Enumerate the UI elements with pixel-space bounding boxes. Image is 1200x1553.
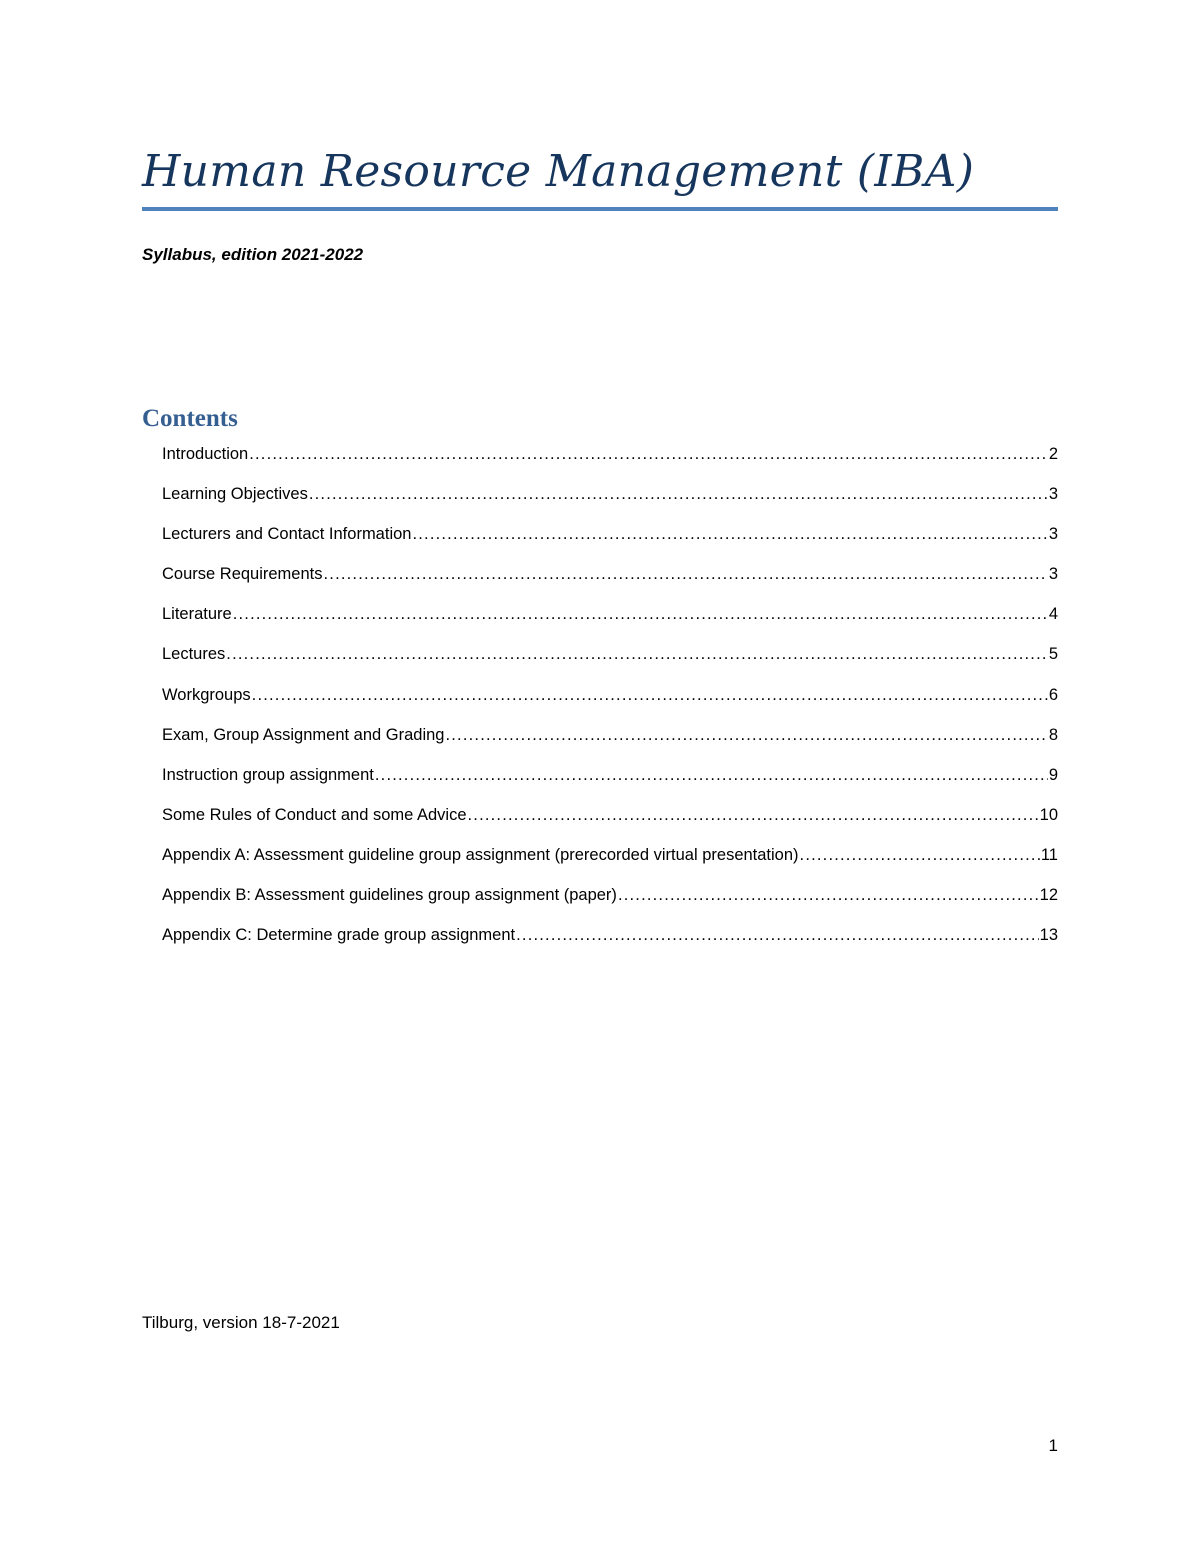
toc-entry-appendix-a[interactable] (162, 841, 1058, 881)
toc-entry-label: Instruction group assignment (162, 765, 374, 784)
toc-dot-leader (800, 841, 1040, 869)
toc-dot-leader (468, 801, 1039, 829)
toc-entry-label: Appendix C: Determine grade group assignment (162, 926, 516, 945)
page-number: 1 (1048, 1436, 1058, 1455)
toc-entry-instruction-group-assignment[interactable] (162, 761, 1058, 801)
toc-dot-leader (375, 761, 1048, 789)
toc-entry-label: Course Requirements (162, 565, 323, 584)
toc-dot-leader (233, 600, 1048, 628)
toc-entry-lecturers-contact[interactable] (162, 520, 1058, 560)
toc-entry-page: 3 (1048, 525, 1058, 544)
toc-dot-leader (618, 881, 1039, 909)
toc-entry-rules-of-conduct[interactable] (162, 801, 1058, 841)
toc-entry-label: Learning Objectives (162, 485, 308, 504)
toc-dot-leader (324, 560, 1048, 588)
toc-entry-label: Appendix A: Assessment guideline group assignment (prerecorded virtual presentation) (162, 845, 799, 864)
toc-entry-label: Appendix B: Assessment guidelines group assignment (paper) (162, 886, 617, 905)
toc-entry-page: 6 (1048, 685, 1058, 704)
toc-entry-page: 12 (1039, 886, 1058, 905)
toc-dot-leader (249, 440, 1048, 468)
toc-entry-page: 11 (1040, 845, 1058, 864)
toc-entry-workgroups[interactable] (162, 681, 1058, 721)
toc-dot-leader (516, 921, 1039, 949)
toc-entry-page: 2 (1048, 445, 1058, 463)
toc-entry-appendix-b[interactable] (162, 881, 1058, 921)
document-subtitle: Syllabus, edition 2021-2022 (142, 245, 364, 264)
toc-entry-page: 3 (1048, 565, 1058, 584)
toc-entry-label: Some Rules of Conduct and some Advice (162, 805, 467, 824)
document-title: Human Resource Management (IBA) (142, 146, 975, 197)
toc-entry-page: 4 (1048, 605, 1058, 624)
toc-entry-literature[interactable] (162, 600, 1058, 640)
toc-entry-learning-objectives[interactable] (162, 480, 1058, 520)
toc-entry-page: 3 (1048, 485, 1058, 504)
toc-entry-label: Introduction (162, 445, 249, 463)
toc-entry-course-requirements[interactable] (162, 560, 1058, 600)
toc-entry-exam-grading[interactable] (162, 721, 1058, 761)
toc-dot-leader (445, 721, 1047, 749)
toc-dot-leader (252, 681, 1048, 709)
toc-dot-leader (412, 520, 1047, 548)
toc-entry-page: 5 (1048, 645, 1058, 664)
toc-dot-leader (226, 640, 1048, 668)
toc-entry-appendix-c[interactable] (162, 921, 1058, 961)
version-note: Tilburg, version 18-7-2021 (142, 1313, 340, 1332)
toc-entry-page: 10 (1039, 805, 1058, 824)
toc-entry-introduction[interactable] (162, 440, 1058, 480)
toc-entry-lectures[interactable] (162, 640, 1058, 680)
toc-entry-page: 9 (1048, 765, 1058, 784)
title-underline (142, 207, 1058, 211)
toc-entry-label: Exam, Group Assignment and Grading (162, 725, 445, 744)
toc-entry-page: 8 (1048, 725, 1058, 744)
table-of-contents (162, 440, 1058, 961)
toc-dot-leader (309, 480, 1048, 508)
contents-heading: Contents (142, 405, 238, 432)
toc-entry-label: Literature (162, 605, 232, 624)
toc-entry-page: 13 (1039, 926, 1058, 945)
toc-entry-label: Workgroups (162, 685, 251, 704)
toc-entry-label: Lecturers and Contact Information (162, 525, 412, 544)
toc-entry-label: Lectures (162, 645, 226, 664)
